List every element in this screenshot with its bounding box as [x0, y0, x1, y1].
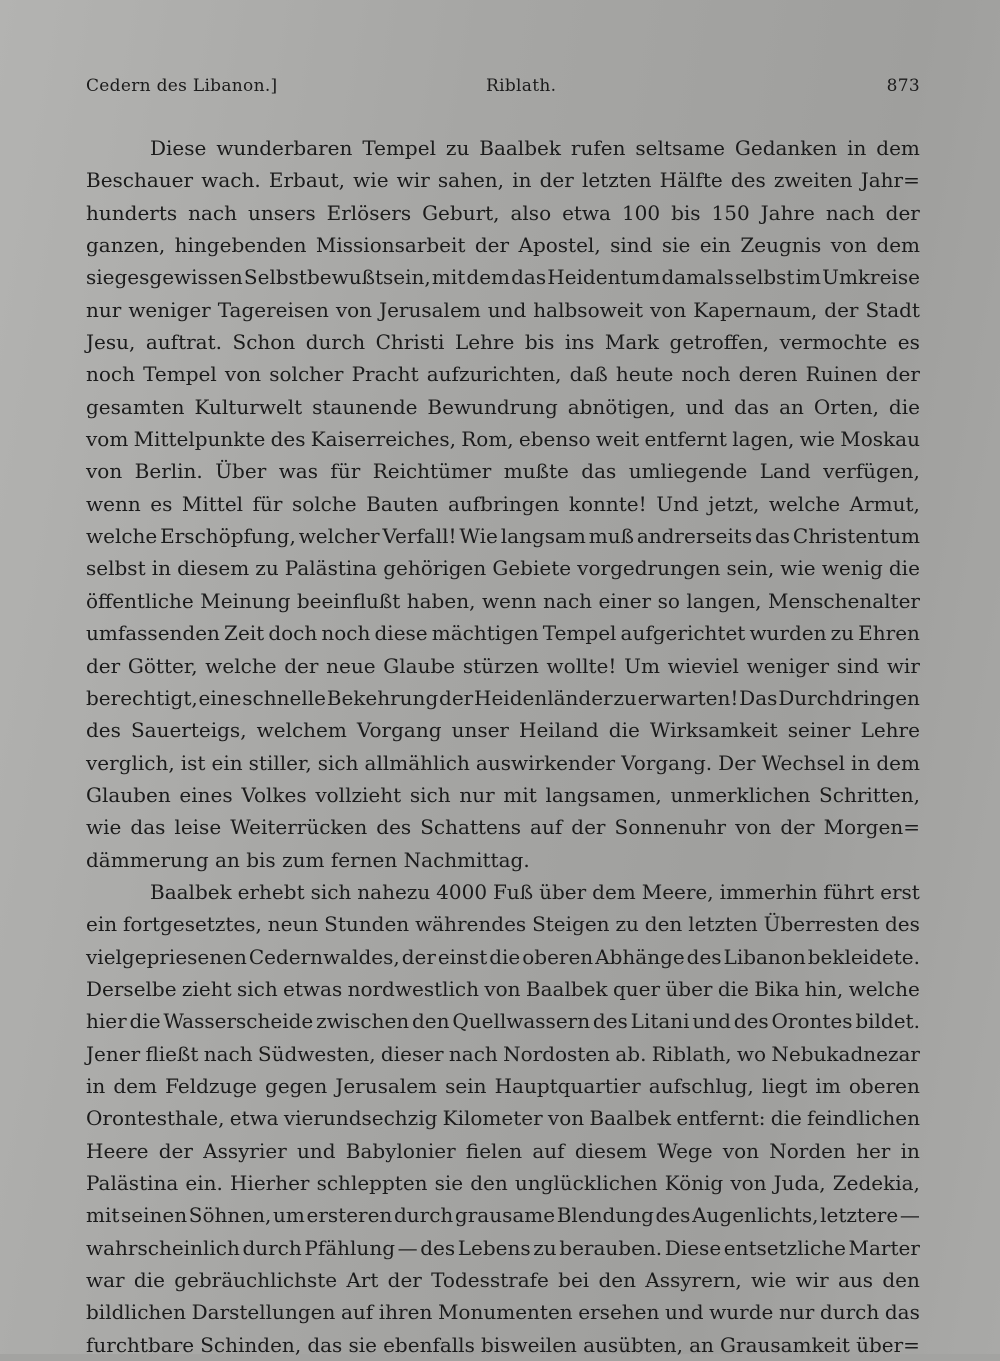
page-header [86, 76, 920, 104]
body-text [86, 132, 920, 1361]
running-head-center: Riblath. [486, 76, 557, 96]
text-line: vom Mittelpunkte des Kaiserreiches, Rom, ebenso weit entfernt lagen, wie Moskau [86, 427, 920, 452]
text-line: Glauben eines Volkes vollzieht sich nur mit langsamen, unmerklichen Schritten, [86, 782, 920, 807]
running-head-left: Cedern des Libanon.] [86, 76, 278, 96]
text-line: Heere der Assyrier und Babylonier fielen auf diesem Wege von Norden her in [86, 1138, 920, 1163]
text-line: wie das leise Weiterrücken des Schattens auf der Sonnenuhr von der Morgen= [86, 815, 920, 840]
text-line: Jesu, auftrat. Schon durch Christi Lehre bis ins Mark getroffen, vermochte es [86, 330, 920, 355]
text-line: des Sauerteigs, welchem Vorgang unser Heiland die Wirksamkeit seiner Lehre [86, 718, 920, 743]
text-line: wenn es Mittel für solche Bauten aufbringen konnte! Und jetzt, welche Armut, [86, 491, 920, 516]
text-line: vielgepriesenen Cedernwaldes, der einst die oberen Abhänge des Libanon bekleidete. [86, 944, 920, 969]
text-line: Baalbek erhebt sich nahezu 4000 Fuß über dem Meere, immerhin führt erst [150, 879, 920, 904]
text-line: nur weniger Tagereisen von Jerusalem und halbsoweit von Kapernaum, der Stadt [86, 297, 920, 322]
text-line: berechtigt, eine schnelle Bekehrung der Heidenländer zu erwarten! Das Durchdringen [86, 685, 920, 710]
text-line: von Berlin. Über was für Reichtümer mußte das umliegende Land verfügen, [86, 459, 920, 484]
text-line: Jener fließt nach Südwesten, dieser nach Nordosten ab. Riblath, wo Nebukadnezar [86, 1041, 920, 1066]
text-line: ganzen, hingebenden Missionsarbeit der Apostel, sind sie ein Zeugnis von dem [86, 233, 920, 258]
text-line: siegesgewissen Selbstbewußtsein, mit dem das Heidentum damals selbst im Umkreise [86, 265, 920, 290]
text-line: dämmerung an bis zum fernen Nachmittag. [86, 847, 530, 872]
text-line: noch Tempel von solcher Pracht aufzurichten, daß heute noch deren Ruinen der [86, 362, 920, 387]
text-line: umfassenden Zeit doch noch diese mächtigen Tempel aufgerichtet wurden zu Ehren [86, 621, 920, 646]
text-line: Orontesthale, etwa vierundsechzig Kilometer von Baalbek entfernt: die feindlichen [86, 1106, 920, 1131]
text-line: wahrscheinlich durch Pfählung — des Lebens zu berauben. Diese entsetzliche Marter [86, 1235, 920, 1260]
text-line: mit seinen Söhnen, um ersteren durch grausame Blendung des Augenlichts, letztere — [86, 1203, 920, 1228]
text-line: Palästina ein. Hierher schleppten sie den unglücklichen König von Juda, Zedekia, [86, 1171, 920, 1195]
text-line: selbst in diesem zu Palästina gehörigen Gebiete vorgedrungen sein, wie wenig die [86, 556, 920, 581]
text-line: in dem Feldzuge gegen Jerusalem sein Hauptquartier aufschlug, liegt im oberen [86, 1073, 920, 1098]
text-line: hunderts nach unsers Erlösers Geburt, also etwa 100 bis 150 Jahre nach der [86, 200, 920, 225]
text-line: verglich, ist ein stiller, sich allmählich auswirkender Vorgang. Der Wechsel in dem [86, 750, 920, 775]
text-line: ein fortgesetztes, neun Stunden währendes Steigen zu den letzten Überresten des [86, 912, 920, 937]
text-line: bildlichen Darstellungen auf ihren Monumenten ersehen und wurde nur durch das [86, 1300, 920, 1325]
page-number: 873 [886, 76, 920, 96]
text-line: hier die Wasserscheide zwischen den Quellwassern des Litani und des Orontes bildet. [86, 1009, 920, 1034]
text-line: welche Erschöpfung, welcher Verfall! Wie langsam muß andrerseits das Christentum [86, 524, 920, 549]
text-line: der Götter, welche der neue Glaube stürzen wollte! Um wieviel weniger sind wir [86, 653, 920, 678]
text-line: furchtbare Schinden, das sie ebenfalls bisweilen ausübten, an Grausamkeit über= [86, 1332, 920, 1357]
text-line: öffentliche Meinung beeinflußt haben, wenn nach einer so langen, Menschenalter [86, 588, 920, 613]
text-line: Derselbe zieht sich etwas nordwestlich von Baalbek quer über die Bika hin, welche [86, 976, 920, 1001]
text-line: Diese wunderbaren Tempel zu Baalbek rufen seltsame Gedanken in dem [150, 136, 920, 160]
text-line: gesamten Kulturwelt staunende Bewundrung abnötigen, und das an Orten, die [86, 394, 920, 419]
text-line: war die gebräuchlichste Art der Todesstrafe bei den Assyrern, wie wir aus den [86, 1268, 920, 1293]
text-line: Beschauer wach. Erbaut, wie wir sahen, in der letzten Hälfte des zweiten Jahr= [86, 168, 920, 193]
